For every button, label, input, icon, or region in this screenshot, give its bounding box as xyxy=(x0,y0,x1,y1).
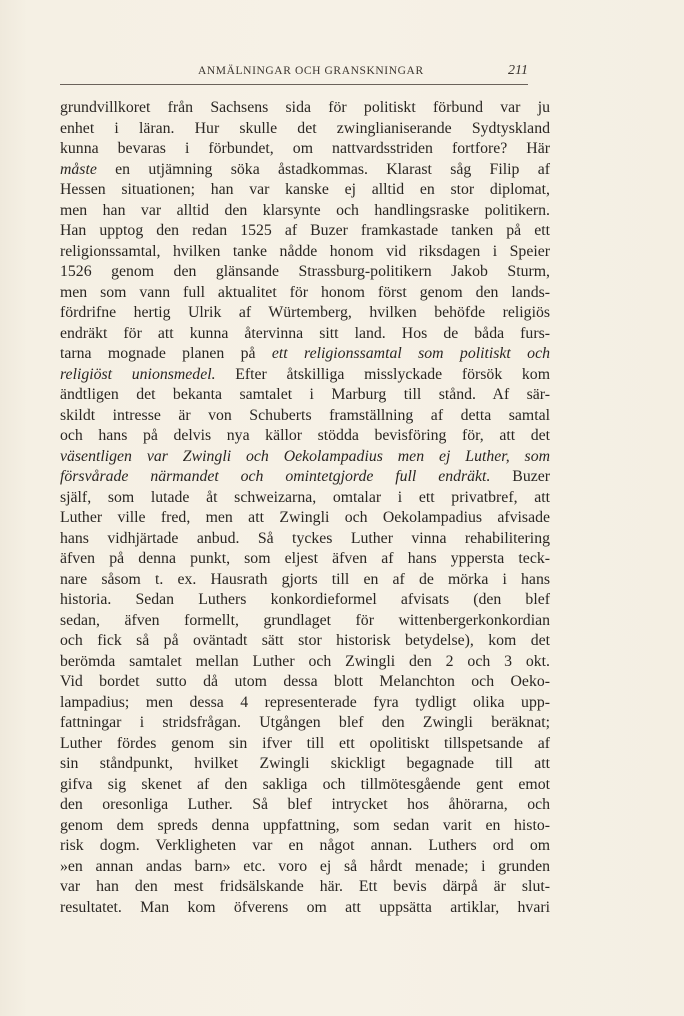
text-segment: lampadius; men dessa 4 representerade fyra tydligt olika upp- xyxy=(60,693,550,711)
text-line xyxy=(60,836,550,857)
italic-segment: ett religionssamtal som politiskt och xyxy=(271,345,550,362)
text-segment: och hans på delvis nya källor stödda bevisföring för, att det xyxy=(60,427,550,444)
italic-segment: religiöst unionsmedel. xyxy=(60,365,216,383)
text-segment: Hessen situationen; han var kanske ej alltid en stor diplomat, xyxy=(60,181,550,198)
text-line xyxy=(60,775,550,796)
text-line xyxy=(60,426,550,447)
page-number: 211 xyxy=(508,63,528,78)
text-segment: Buzer xyxy=(490,468,551,485)
text-segment: endräkt för att kunna återvinna sitt land. Hos de båda furs- xyxy=(60,324,550,342)
text-line xyxy=(60,693,550,714)
text-line xyxy=(60,180,550,201)
text-line xyxy=(60,877,550,898)
text-line xyxy=(60,488,550,509)
text-segment: historia. Sedan Luthers konkordieformel afvisats (den blef xyxy=(60,591,550,608)
text-segment: Efter åtskilliga misslyckade försök kom xyxy=(215,365,550,383)
text-segment: Vid bordet sutto då utom dessa blott Melanchton och Oeko- xyxy=(60,673,550,690)
text-segment: men som vann full aktualitet för honom först genom den lands- xyxy=(60,283,550,301)
text-segment: sin ståndpunkt, hvilket Zwingli skickligt begagnade till att xyxy=(60,755,550,772)
text-line xyxy=(60,590,550,611)
text-segment: enhet i läran. Hur skulle det zwinglianiserande Sydtyskland xyxy=(60,119,550,137)
text-line xyxy=(60,139,550,160)
text-segment: 1526 genom den glänsande Strassburg-politikern Jakob Sturm, xyxy=(60,263,550,280)
text-line xyxy=(60,652,550,673)
text-segment: fattningar i stridsfrågan. Utgången blef den Zwingli beräknat; xyxy=(60,714,550,731)
text-line xyxy=(60,344,550,365)
text-segment: ändtligen det bekanta samtalet i Marburg till stånd. Af sär- xyxy=(60,386,550,403)
body-text xyxy=(60,98,550,918)
text-line xyxy=(60,447,550,468)
text-segment: religionssamtal, hvilken tanke nådde honom vid riksdagen i Speier xyxy=(60,242,550,260)
text-segment: gifva sig skenet af den sakliga och tillmötesgående gent emot xyxy=(60,775,550,793)
text-line xyxy=(60,672,550,693)
text-segment: äfven på denna punkt, som eljest äfven af hans yppersta teck- xyxy=(60,550,550,567)
text-line xyxy=(60,734,550,755)
text-line xyxy=(60,508,550,529)
text-segment: en utjämning söka åstadkommas. Klarast såg Filip af xyxy=(96,160,550,178)
text-segment: kunna bevaras i förbundet, om nattvardsstriden fortfore? Här xyxy=(60,140,550,157)
text-segment: var han den mest fridsälskande här. Ett bevis därpå är slut- xyxy=(60,878,550,895)
text-line xyxy=(60,570,550,591)
text-segment: men han var alltid den klarsynte och handlingsraske politikern. xyxy=(60,201,550,219)
text-segment: »en annan andas barn» etc. voro ej så hårdt menade; i grunden xyxy=(60,857,550,875)
text-line xyxy=(60,201,550,222)
text-segment: resultatet. Man kom öfverens om att uppsätta artiklar, hvari xyxy=(60,898,550,916)
text-line xyxy=(60,611,550,632)
text-line xyxy=(60,529,550,550)
text-line xyxy=(60,324,550,345)
text-segment: Han upptog den redan 1525 af Buzer framkastade tanken på ett xyxy=(60,222,550,239)
text-segment: grundvillkoret från Sachsens sida för politiskt förbund var ju xyxy=(60,99,550,116)
text-line xyxy=(60,98,550,119)
text-segment: sedan, äfven formellt, grundlaget för wittenbergerkonkordian xyxy=(60,611,550,629)
italic-segment: väsentligen var Zwingli och Oekolampadius men ej Luther, som xyxy=(60,447,550,465)
text-line xyxy=(60,160,550,181)
text-segment: den oresonliga Luther. Så blef intrycket hos åhörarna, och xyxy=(60,796,550,813)
text-line xyxy=(60,467,550,488)
text-line xyxy=(60,406,550,427)
text-line xyxy=(60,713,550,734)
text-segment: nare såsom t. ex. Hausrath gjorts till en af de mörka i hans xyxy=(60,570,550,588)
text-line xyxy=(60,119,550,140)
text-line xyxy=(60,898,550,919)
text-segment: risk dogm. Verkligheten var en något annan. Luthers ord om xyxy=(60,837,550,854)
text-line xyxy=(60,816,550,837)
text-segment: Luther fördes genom sin ifver till ett opolitiskt tillspetsande af xyxy=(60,734,550,752)
text-line xyxy=(60,385,550,406)
italic-segment: försvårade närmandet och omintetgjorde full endräkt. xyxy=(60,468,491,485)
text-line xyxy=(60,262,550,283)
text-segment: hans vidhjärtade anbud. Så tyckes Luther vinna rehabilitering xyxy=(60,529,550,547)
text-line xyxy=(60,283,550,304)
italic-segment: måste xyxy=(60,160,97,178)
text-line xyxy=(60,754,550,775)
text-segment: Luther ville fred, men att Zwingli och Oekolampadius afvisade xyxy=(60,509,550,526)
text-segment: skildt intresse är von Schuberts framställning af detta samtal xyxy=(60,406,550,424)
text-segment: genom dem spreds denna uppfattning, som sedan varit en histo- xyxy=(60,816,550,834)
text-segment: tarna mognade planen på xyxy=(60,345,272,362)
text-segment: själf, som lutade åt schweizarna, omtalar i ett privatbref, att xyxy=(60,488,550,506)
running-title: ANMÄLNINGAR OCH GRANSKNINGAR xyxy=(198,65,424,77)
text-line xyxy=(60,365,550,386)
text-line xyxy=(60,221,550,242)
text-line xyxy=(60,549,550,570)
text-line xyxy=(60,631,550,652)
text-line xyxy=(60,303,550,324)
text-segment: fördrifne hertig Ulrik af Würtemberg, hvilken behöfde religiös xyxy=(60,304,550,321)
text-line xyxy=(60,795,550,816)
text-line xyxy=(60,242,550,263)
running-head xyxy=(60,64,528,85)
text-line xyxy=(60,857,550,878)
text-segment: berömda samtalet mellan Luther och Zwingli den 2 och 3 okt. xyxy=(60,652,550,670)
text-segment: och fick så på oväntadt sätt stor historisk betydelse), kom det xyxy=(60,632,550,649)
